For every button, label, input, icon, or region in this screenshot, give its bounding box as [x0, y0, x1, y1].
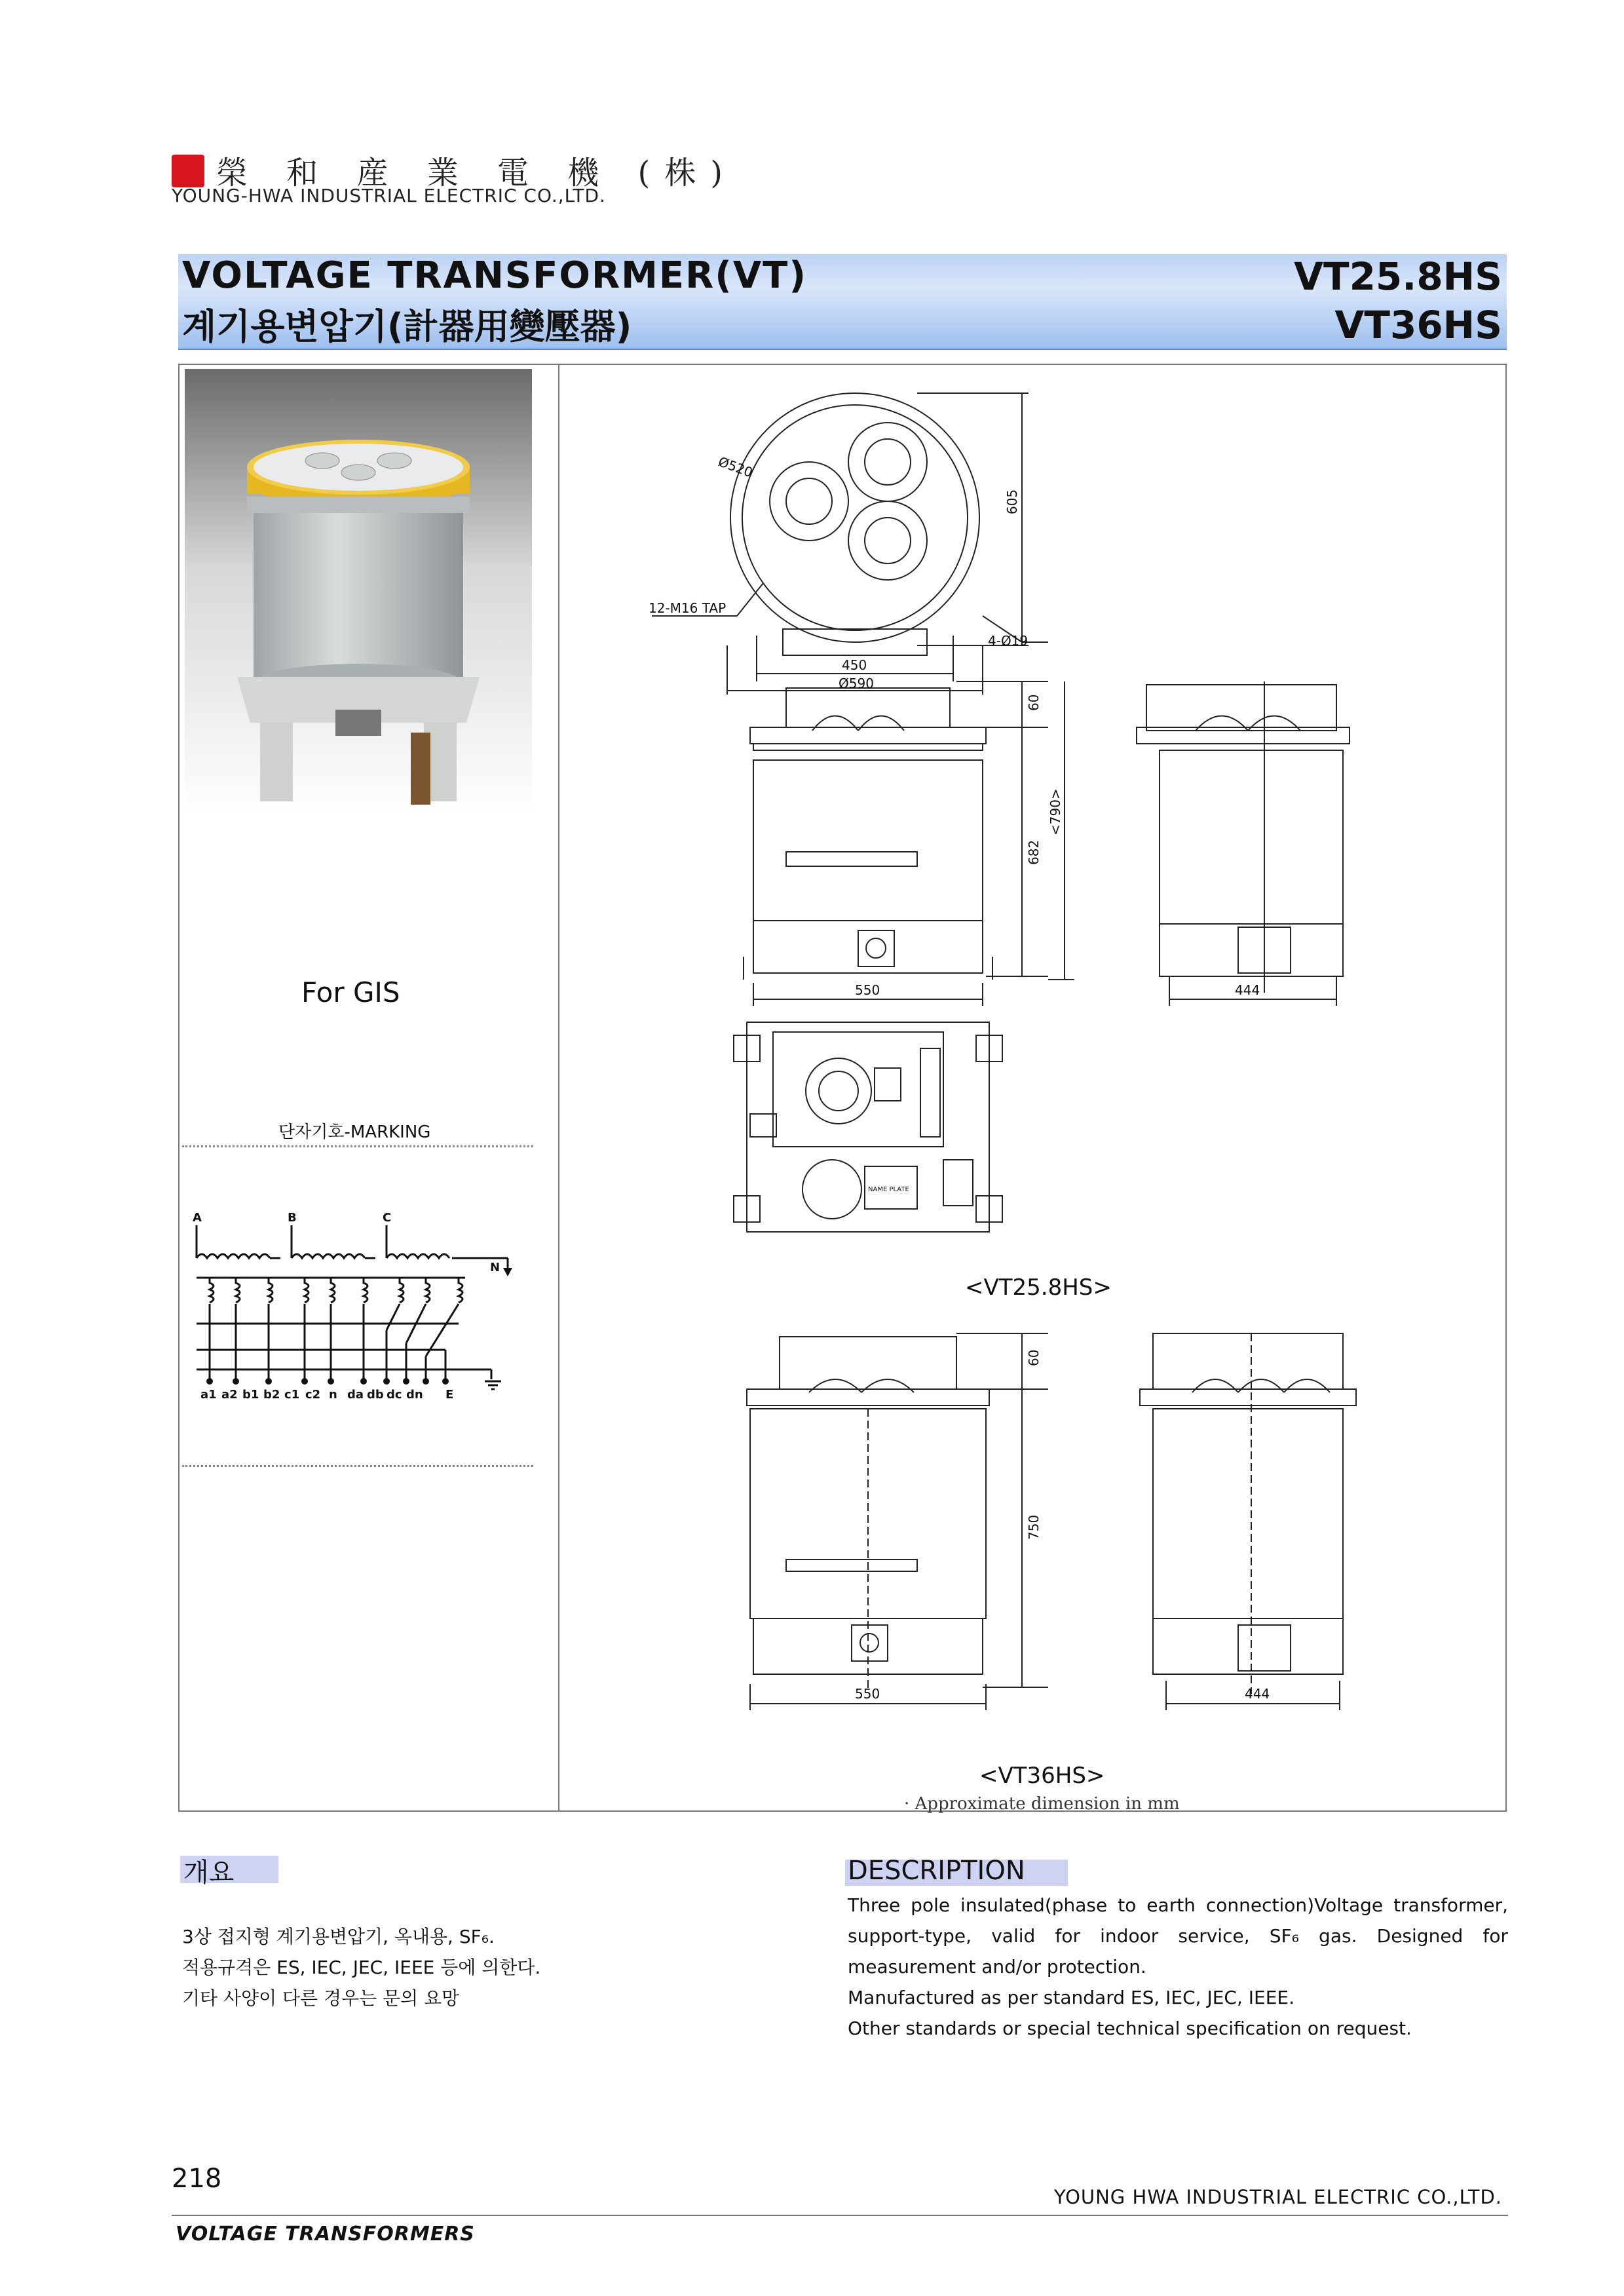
dotted-divider	[182, 1145, 533, 1147]
technical-drawing	[576, 367, 1494, 1802]
company-logo	[172, 155, 204, 187]
description-para: Three pole insulated(phase to earth connection)Voltage transformer, support-type, valid for indoor service, SF₆ gas. Designed for measurement and/or protection.	[848, 1894, 1508, 1978]
terminal-a2: a2	[221, 1388, 238, 1402]
name-plate-label: NAME PLATE	[868, 1186, 909, 1193]
phase-label-c: C	[383, 1212, 392, 1225]
description-para: Other standards or special technical specification on request.	[848, 2018, 1412, 2039]
model-vt36: VT36HS	[1334, 303, 1502, 347]
neutral-label: N	[490, 1261, 500, 1274]
marking-schematic	[190, 1212, 531, 1409]
dim-550-vt36: 550	[855, 1686, 880, 1702]
holes-label: 4-Ø19	[988, 633, 1029, 649]
dim-550-vt258: 550	[855, 982, 880, 998]
dotted-divider	[182, 1465, 533, 1467]
dim-444-vt258: 444	[1235, 982, 1260, 998]
earth-label: E	[445, 1388, 454, 1402]
terminal-c1: c1	[284, 1388, 300, 1402]
dim-682: 682	[1026, 839, 1042, 865]
terminal-da: da	[347, 1388, 364, 1402]
company-name-en: YOUNG-HWA INDUSTRIAL ELECTRIC CO.,LTD.	[172, 185, 606, 206]
dim-height-605: 605	[1004, 489, 1020, 514]
overview-line: 3상 접지형 계기용변압기, 옥내용, SF₆.	[182, 1926, 495, 1947]
overview-line: 적용규격은 ES, IEC, JEC, IEEE 등에 의한다.	[182, 1957, 541, 1978]
page-number: 218	[172, 2164, 222, 2194]
product-photo	[185, 369, 532, 814]
title-en: VOLTAGE TRANSFORMER(VT)	[182, 254, 807, 297]
dim-dia-520: Ø520	[716, 453, 755, 481]
overview-text	[182, 1921, 540, 2014]
dim-750: 750	[1026, 1514, 1042, 1540]
terminal-dc: dc	[387, 1388, 402, 1402]
description-para: Manufactured as per standard ES, IEC, JEC, IEEE.	[848, 1987, 1294, 2008]
phase-label-b: B	[288, 1212, 297, 1225]
company-name-kr: 榮 和 産 業 電 機 (株)	[216, 155, 738, 191]
description-heading: DESCRIPTION	[848, 1856, 1025, 1886]
dim-790: <790>	[1048, 788, 1063, 835]
title-kr: 계기용변압기(計器用變壓器)	[182, 306, 632, 347]
marking-label: 단자기호-MARKING	[278, 1122, 431, 1142]
dim-60-vt36: 60	[1026, 1349, 1042, 1366]
for-gis-label: For GIS	[301, 976, 400, 1008]
frame-divider	[558, 364, 559, 1812]
overview-heading: 개요	[183, 1858, 235, 1888]
overview-line: 기타 사양이 다른 경우는 문의 요망	[182, 1987, 460, 2009]
footer-section: VOLTAGE TRANSFORMERS	[176, 2223, 475, 2246]
dim-dia-590: Ø590	[839, 676, 874, 691]
dim-60-vt258: 60	[1026, 694, 1042, 711]
description-text	[848, 1890, 1508, 2044]
caption-vt258: <VT25.8HS>	[965, 1274, 1112, 1301]
phase-label-a: A	[193, 1212, 202, 1225]
dim-width-450: 450	[842, 657, 867, 673]
terminal-a1: a1	[200, 1388, 217, 1402]
terminal-dn: dn	[406, 1388, 423, 1402]
terminal-n: n	[329, 1388, 337, 1402]
model-vt258: VT25.8HS	[1294, 254, 1502, 299]
terminal-c2: c2	[305, 1388, 321, 1402]
tap-label: 12-M16 TAP	[649, 600, 727, 616]
footer-rule	[172, 2215, 1508, 2216]
caption-vt36: <VT36HS>	[979, 1763, 1105, 1789]
dim-444-vt36: 444	[1245, 1686, 1270, 1702]
terminal-b2: b2	[263, 1388, 280, 1402]
approx-note: · Approximate dimension in mm	[904, 1794, 1180, 1814]
terminal-b1: b1	[242, 1388, 259, 1402]
terminal-db: db	[367, 1388, 384, 1402]
footer-company: YOUNG HWA INDUSTRIAL ELECTRIC CO.,LTD.	[1053, 2186, 1502, 2208]
